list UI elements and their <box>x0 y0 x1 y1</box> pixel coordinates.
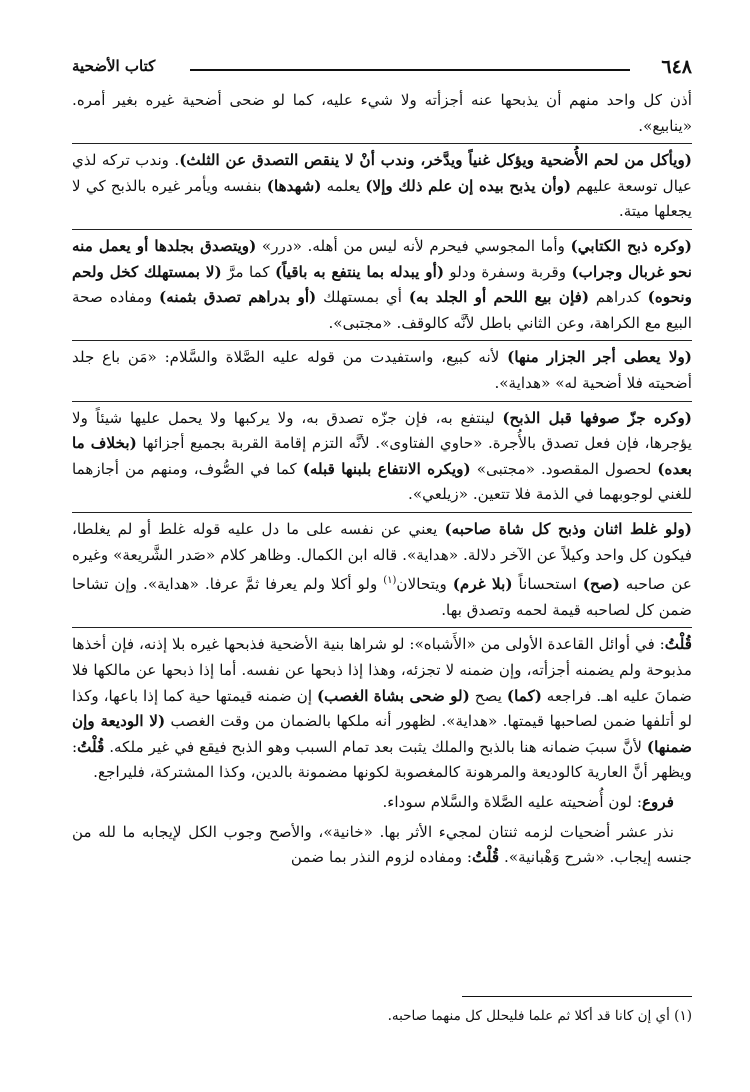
matn-text: (بخلاف ما بعده) <box>72 434 692 478</box>
matn-text: (وكره ذبح الكتابي) <box>570 236 692 255</box>
matn-text: (أو يبدله بما ينتفع به باقياً) <box>274 262 445 281</box>
paragraph-separator <box>72 401 692 402</box>
footnote-text: أي إن كانا قد أكلا ثم علما فليحلل كل منهما صاحبه. <box>387 1008 670 1024</box>
commentary-text: يصح <box>469 686 507 705</box>
footnote-marker: (١) <box>383 575 397 587</box>
commentary-text: نذر عشر أضحيات لزمه ثنتان لمجيء الأثر بها. «خانية»، والأصح وجوب الكل لإيجابه ما لله من جنسه إيجاب. «شرح وَهْبانية». <box>72 822 692 867</box>
commentary-text: استحساناً <box>512 575 583 594</box>
footnote-number: (١) <box>674 1008 692 1024</box>
paragraph <box>72 345 692 396</box>
commentary-text: إن ضمنه قيمتها حية كما إذا باعها، وكذا لو أتلفها ضمن لصاحبها قيمتها. «هداية». لظهور أنه ملكها بالضمان من وقت الغصب <box>72 686 692 731</box>
matn-text: (لا الوديعة وإن ضمنها) <box>72 712 692 756</box>
page-number: ٦٤٨ <box>661 56 692 78</box>
matn-text: قُلْتُ <box>664 635 692 654</box>
matn-text: فروع <box>641 792 674 811</box>
main-text <box>72 88 692 875</box>
footnote-rule <box>462 996 692 997</box>
commentary-text: كما مرَّ <box>221 262 275 281</box>
commentary-text: ومفاده صحة البيع مع الكراهة، وعن الثاني باطل لأنَّه كالوقف. «مجتبى». <box>72 288 692 332</box>
matn-text: (شهدها) <box>266 176 322 195</box>
paragraph <box>72 406 692 508</box>
matn-text: (ويأكل من لحم الأُضحية ويؤكل غنياً ويدَّخر، وندب أنْ لا ينقص التصدق عن الثلث) <box>179 151 692 170</box>
commentary-text: : ومفاده لزوم النذر بما ضمن <box>290 848 472 867</box>
paragraph <box>72 148 692 225</box>
commentary-text: لحصول المقصود. «مجتبى» <box>470 459 658 478</box>
matn-text: (وأن يذبح بيده إن علم ذلك وإلا) <box>365 176 572 195</box>
matn-text: قُلْتُ <box>77 737 105 756</box>
commentary-text: لينتفع به، فإن جزّه تصدق به، ولا يركبها ولا يحمل عليها شيئاً ولا يؤجرها، فإن فعل تصدق بالأُجرة. «حاوي الفتاوى». لأنَّه التزم إقامة القربة بجميع أجزائها <box>72 408 692 453</box>
header-rule <box>190 69 630 71</box>
matn-text: (كما) <box>506 686 542 705</box>
commentary-text: وقربة وسفرة ودلو <box>444 262 572 281</box>
commentary-text: يعني عن نفسه على ما دل عليه قوله غلط أو لم يغلطا، فيكون كل واحد وكيلاً عن الآخر دلالة. «هداية». قاله ابن الكمال. وظاهر كلام «صَدر الشَّريعة» وغيره عن صاحبه <box>72 519 692 594</box>
matn-text: (ولو غلط اثنان وذبح كل شاة صاحبه) <box>444 519 692 538</box>
page-header <box>72 56 692 82</box>
matn-text: (بلا غرم) <box>452 575 513 594</box>
matn-text: (ويكره الانتفاع بلبنها قبله) <box>302 459 471 478</box>
matn-text: (وكره جزّ صوفها قبل الذبح) <box>502 408 692 427</box>
commentary-text: . وندب تركه لذي عيال توسعة عليهم <box>72 151 692 195</box>
paragraph-separator <box>72 340 692 341</box>
matn-text: (أو بدراهم تصدق بثمنه) <box>159 288 317 307</box>
matn-text: (لا بمستهلك كخل ولحم ونحوه) <box>72 262 692 307</box>
commentary-text: : في أوائل القاعدة الأولى من «الأَشباه»: لو شراها بنية الأضحية فذبحها غيره بلا إذنه، فإن أخذها مذبوحة ولم يضمنه أجزأته، وإن ضمنه لا تجزئه، وهذا إذا ذبحها عن نفسه. أما إذا ذبحها عن مالكها فلا ضمانَ عليه اهـ. فراجعه <box>72 635 693 705</box>
paragraph-separator <box>72 143 692 144</box>
footnote <box>72 1005 692 1027</box>
commentary-text: : لون أُضحيته عليه الصَّلاة والسَّلام سوداء. <box>382 792 642 811</box>
paragraph <box>72 517 692 623</box>
commentary-text: ولو أكلا ولم يعرفا ثمَّ عرفا. «هداية». وإن تشاحا ضمن كل لصاحبه قيمة لحمه وتصدق بها. <box>72 575 692 619</box>
commentary-text: كدراهم <box>589 288 648 307</box>
paragraph-separator <box>72 627 692 628</box>
commentary-text: : ويظهر أنَّ العارية كالوديعة والمرهونة كالمغصوبة لكونها مضمونة بالدين، وكذا المشتركة، فليراجع. <box>72 737 692 782</box>
matn-text: (ولا يعطى أجر الجزار منها) <box>507 348 692 367</box>
matn-text: (ويتصدق بجلدها أو يعمل منه نحو غربال وجراب) <box>72 236 693 281</box>
matn-text: (لو ضحى بشاة الغصب) <box>316 686 470 705</box>
matn-text: قُلْتُ <box>471 848 500 867</box>
book-title: كتاب الأضحية <box>72 57 156 75</box>
commentary-text: أي بمستهلك <box>316 288 409 307</box>
commentary-text: لأنه كبيع، واستفيدت من قوله عليه الصَّلاة والسَّلام: «مَن باع جلد أضحيته فلا أضحية له» «هداية». <box>72 348 692 392</box>
paragraph <box>72 820 692 871</box>
paragraph <box>72 234 692 336</box>
commentary-text: لأنَّ سببَ ضمانه هنا بالذبح والملك يثبت بعد تمام السبب وهو الذبح فيقع في غير ملكه. <box>104 737 647 756</box>
commentary-text: أذن كل واحد منهم أن يذبحها عنه أجزأته ولا شيء عليه، كما لو ضحى أضحية غيره بغير أمره. «ينابيع». <box>72 91 692 135</box>
commentary-text: يعلمه <box>321 176 366 195</box>
commentary-text: ويتحالان <box>396 575 453 594</box>
commentary-text: بنفسه ويأمر غيره بالذبح كي لا يجعلها ميتة. <box>72 176 692 221</box>
paragraph-separator <box>72 229 692 230</box>
commentary-text: كما في الصُّوف، ومنهم من أجازهما للغني لوجوبهما في الذمة فلا تتعين. «زيلعي». <box>72 459 692 504</box>
matn-text: (صح) <box>582 575 620 594</box>
paragraph <box>72 632 692 786</box>
paragraph <box>72 88 692 139</box>
commentary-text: وأما المجوسي فيحرم لأنه ليس من أهله. «درر» <box>256 236 571 255</box>
paragraph <box>72 790 692 816</box>
matn-text: (فإن بيع اللحم أو الجلد به) <box>408 288 590 307</box>
paragraph-separator <box>72 512 692 513</box>
